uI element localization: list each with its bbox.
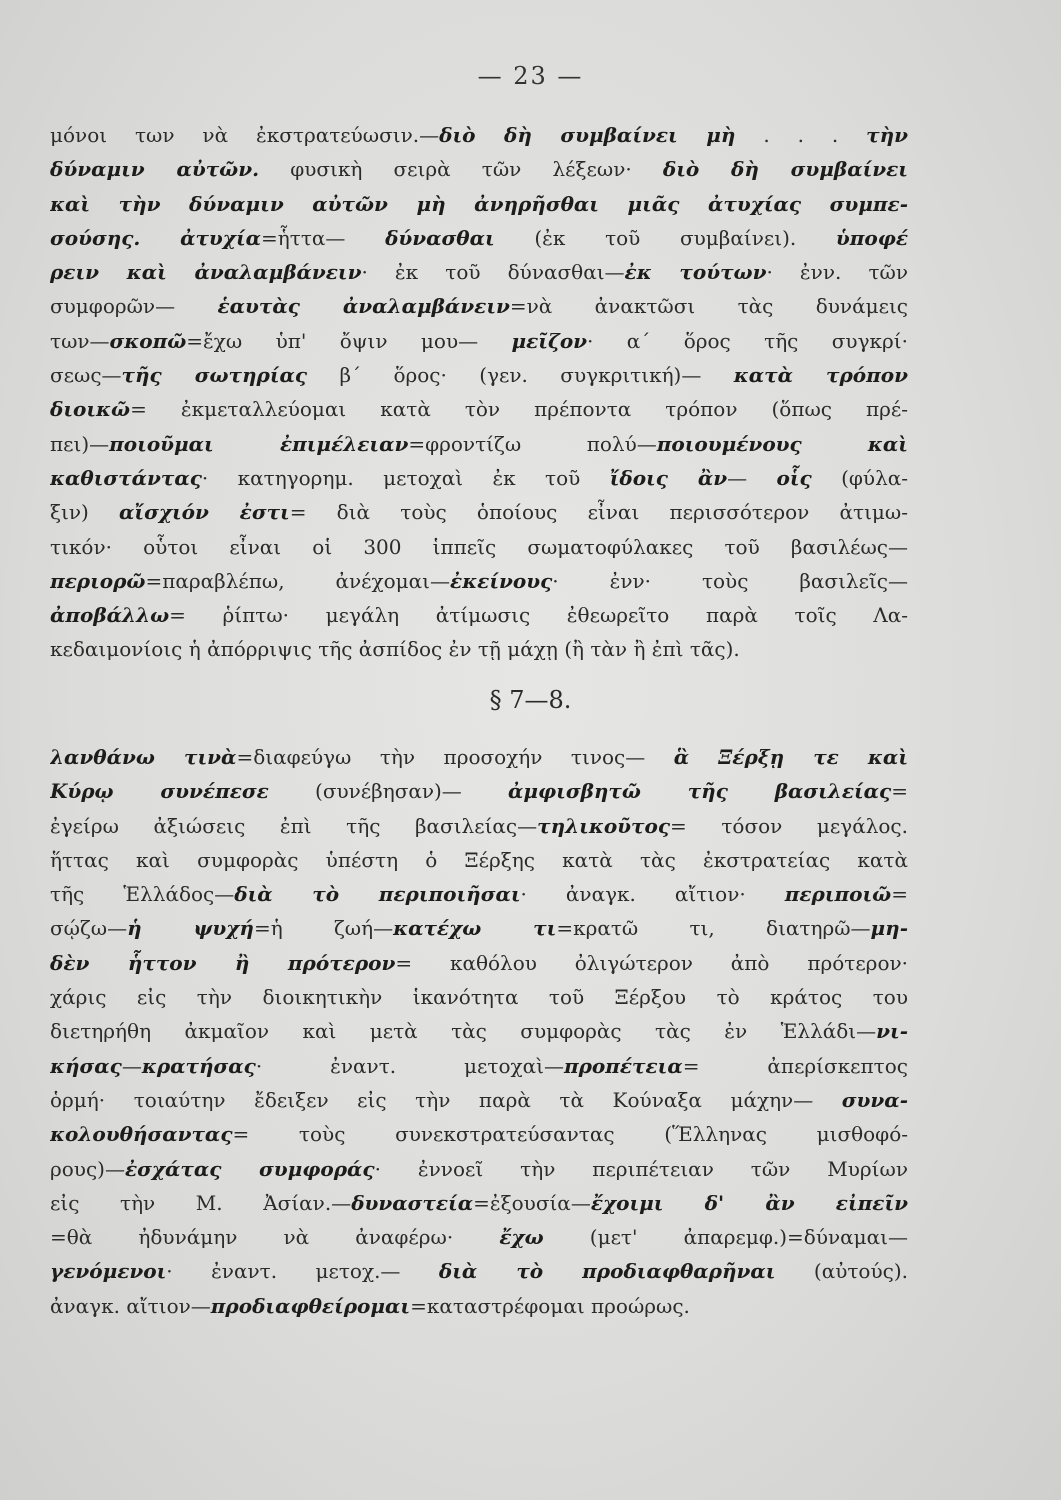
text-line [50, 1220, 908, 1254]
text-span: = τοὺς συνεκστρατεύσαντας (Ἕλληνας μισθοφό- [232, 1122, 908, 1147]
term-bold: ποιουμένους καὶ [656, 431, 908, 456]
text-span: =καταστρέφομαι προώρως. [410, 1293, 690, 1318]
term-bold: περιποιῶ [784, 882, 892, 907]
text-span: των— [50, 328, 110, 353]
text-span [140, 226, 180, 250]
page-number: — 23 — [477, 62, 584, 90]
text-span: =ἔχω ὑπ' ὄψιν μου— [186, 328, 512, 353]
text-span: ὁρμή· τοιαύτην ἔδειξεν εἰς τὴν παρὰ τὰ Κούναξα μάχην— [50, 1087, 842, 1112]
term-bold: ἔχοιμι δ' ἂν εἰπεῖν [590, 1190, 908, 1215]
text-line [50, 946, 908, 980]
text-span: · κατηγορημ. μετοχαὶ ἐκ τοῦ [201, 465, 610, 490]
text-span: ἥττας καὶ συμφορὰς ὑπέστη ὁ Ξέρξης κατὰ τὰς ἐκστρατείας κατὰ [50, 847, 908, 872]
text-span: = καθόλου ὀλιγώτερον ἀπὸ πρότερον· [395, 950, 908, 975]
text-line [50, 564, 908, 598]
text-span: · α΄ ὅρος τῆς συγκρί· [587, 328, 908, 353]
term-bold: μη- [870, 916, 908, 941]
text-line [50, 877, 908, 911]
text-span: = τόσον μεγάλος. [670, 813, 908, 838]
text-line [50, 1186, 908, 1220]
term-bold: περιορῶ [50, 568, 146, 593]
text-span: σῴζω— [50, 916, 128, 941]
text-span: · ἀναγκ. αἴτιον· [520, 882, 785, 907]
text-span: σεως— [50, 363, 122, 388]
term-bold: τὴν [866, 123, 908, 147]
text-line [50, 358, 908, 392]
term-bold: γενόμενοι [50, 1259, 167, 1284]
term-bold: ἀτυχία [180, 225, 262, 250]
term-bold: αἴσχιόν ἐστι [119, 500, 290, 525]
text-line [50, 1014, 908, 1048]
text-line [50, 1083, 908, 1117]
text-line [50, 187, 908, 221]
text-span: — [727, 465, 777, 490]
term-bold: τῆς σωτηρίας [121, 363, 308, 388]
text-line [50, 221, 908, 255]
term-bold: οἷς [776, 465, 812, 490]
text-span: · ἐνν· τοὺς βασιλεῖς— [552, 568, 908, 593]
text-line [50, 324, 908, 358]
term-bold: προπέτεια [563, 1053, 683, 1078]
text-line [50, 461, 908, 495]
text-line [50, 911, 908, 945]
text-line [50, 980, 908, 1014]
text-span: = διὰ τοὺς ὁποίους εἶναι περισσότερον ἀτιμω- [289, 500, 908, 525]
term-bold: κατέχω τι [393, 916, 557, 941]
text-span: = [891, 779, 908, 804]
text-span: β΄ ὅρος· (γεν. συγκριτική)— [307, 363, 734, 388]
term-bold: καθιστάντας [50, 465, 202, 490]
text-span: τικόν· οὗτοι εἶναι οἱ 300 ἱππεῖς σωματοφύλακες τοῦ βασιλέως— [50, 534, 908, 559]
text-span: ἐγείρω ἀξιώσεις ἐπὶ τῆς βασιλείας— [50, 813, 538, 838]
term-bold: ἐκ τούτων [624, 260, 767, 285]
text-span: =παραβλέπω, ἀνέχομαι— [145, 568, 451, 593]
text-span: διετηρήθη ἀκμαῖον καὶ μετὰ τὰς συμφορὰς τὰς ἐν Ἑλλάδι— [50, 1019, 877, 1044]
term-bold: σούσης. [50, 225, 141, 250]
term-bold: μεῖζον [511, 328, 588, 353]
term-bold: λανθάνω τινὰ [50, 745, 237, 769]
text-span: =ἧττα— [261, 225, 386, 250]
text-line [50, 255, 908, 289]
text-span: = ῥίπτω· μεγάλη ἀτίμωσις ἐθεωρεῖτο παρὰ τοῖς Λα- [169, 603, 908, 628]
term-bold: διὰ τὸ περιποιῆσαι [234, 882, 521, 907]
term-bold: καὶ τὴν δύναμιν αὐτῶν μὴ ἀνηρῆσθαι μιᾶς ἀτυχίας συμπε- [50, 191, 908, 216]
term-bold: ἀποβάλλω [50, 603, 170, 628]
text-line [50, 1152, 908, 1186]
text-line [50, 118, 908, 152]
text-span: ἀναγκ. αἴτιον— [50, 1293, 211, 1318]
term-bold: διὸ δὴ συμβαίνει μὴ [439, 123, 736, 147]
text-span: · ἐνν. τῶν [766, 260, 908, 285]
term-bold: ἀμφισβητῶ τῆς βασιλείας [508, 779, 892, 804]
text-line [50, 530, 908, 564]
term-bold: διὸ δὴ συμβαίνει [662, 157, 908, 182]
text-span: (συνέβησαν)— [268, 779, 509, 804]
text-span: · ἐκ τοῦ δύνασθαι— [361, 260, 625, 285]
text-span: πει)— [50, 431, 110, 456]
term-bold: νι- [876, 1019, 908, 1044]
text-line [50, 740, 908, 774]
text-span: μόνοι των νὰ ἐκστρατεύωσιν.— [50, 123, 440, 147]
text-line [50, 598, 908, 632]
text-span: = ἐκμεταλλεύομαι κατὰ τὸν πρέποντα τρόπον (ὅπως πρέ- [130, 397, 908, 422]
term-bold: ἃ Ξέρξῃ τε καὶ [673, 745, 908, 769]
text-span: · ἐναντ. μετοχ.— [166, 1259, 439, 1284]
text-span: συμφορῶν— [50, 294, 218, 319]
text-line [50, 1049, 908, 1083]
term-bold: Κύρῳ συνέπεσε [50, 779, 269, 804]
text-line [50, 427, 908, 461]
text-span: = [891, 882, 908, 907]
text-span: =ἡ ζωή— [253, 916, 394, 941]
text-span: · ἐννοεῖ τὴν περιπέτειαν τῶν Μυρίων [374, 1156, 908, 1181]
term-bold: κήσας [50, 1053, 122, 1078]
term-bold: ρειν καὶ ἀναλαμβάνειν [50, 260, 362, 285]
term-bold: συνα- [841, 1087, 908, 1112]
text-line [50, 843, 908, 877]
text-span: =κρατῶ τι, διατηρῶ— [556, 916, 871, 941]
term-bold: ἐκείνους [450, 568, 553, 593]
text-line [50, 1117, 908, 1151]
term-bold: δὲν ἧττον ἢ πρότερον [50, 950, 396, 975]
term-bold: διὰ τὸ προδιαφθαρῆναι [438, 1259, 776, 1284]
term-bold: κατὰ τρόπον [733, 363, 908, 388]
text-span: ρους)— [50, 1156, 125, 1181]
term-bold: δύνασθαι [385, 225, 495, 250]
term-bold: ἑαυτὰς ἀναλαμβάνειν [217, 294, 510, 319]
text-line [50, 152, 908, 186]
text-span: = ἀπερίσκεπτος [682, 1053, 908, 1078]
text-line [50, 1289, 908, 1323]
section-heading: § 7—8. [489, 686, 572, 714]
text-span: (μετ' ἀπαρεμφ.)=δύναμαι— [543, 1225, 908, 1250]
term-bold: διοικῶ [50, 397, 131, 422]
term-bold: ἔχω [499, 1225, 544, 1250]
term-bold: κρατήσας [141, 1053, 256, 1078]
term-bold: δυναστεία [351, 1190, 474, 1215]
text-span: εἰς τὴν Μ. Ἀσίαν.— [50, 1190, 352, 1215]
text-line [50, 632, 908, 666]
text-span: (φύλα- [811, 465, 908, 490]
term-bold: σκοπῶ [109, 328, 187, 353]
text-span: · ἐναντ. μετοχαὶ— [255, 1053, 564, 1078]
text-span: =θὰ ἠδυνάμην νὰ ἀναφέρω· [50, 1225, 500, 1250]
text-line [50, 392, 908, 426]
text-span: =ἐξουσία— [473, 1190, 591, 1215]
term-bold: ἐσχάτας συμφοράς [124, 1156, 375, 1181]
term-bold: ποιοῦμαι ἐπιμέλειαν [109, 431, 409, 456]
text-line [50, 1254, 908, 1288]
text-span: =νὰ ἀνακτῶσι τὰς δυνάμεις [509, 294, 908, 319]
text-span: (αὐτούς). [775, 1259, 908, 1284]
term-bold: ὑποφέ [835, 225, 908, 250]
text-span: — [121, 1053, 142, 1078]
text-span: τῆς Ἑλλάδος— [50, 882, 235, 907]
text-span: (ἐκ τοῦ συμβαίνει). [494, 225, 836, 250]
term-bold: ἴδοις ἂν [609, 465, 728, 490]
term-bold: τηλικοῦτος [537, 813, 671, 838]
paragraph-1 [50, 118, 908, 667]
text-span: χάρις εἰς τὴν διοικητικὴν ἱκανότητα τοῦ Ξέρξου τὸ κράτος του [50, 985, 908, 1010]
text-line [50, 495, 908, 529]
text-line [50, 774, 908, 808]
paragraph-2 [50, 740, 908, 1323]
term-bold: δύναμιν αὐτῶν. [50, 157, 260, 182]
text-span: φυσικὴ σειρὰ τῶν λέξεων· [259, 157, 663, 182]
term-bold: ἡ ψυχή [127, 916, 254, 941]
term-bold: προδιαφθείρομαι [210, 1293, 411, 1318]
text-span: =διαφεύγω τὴν προσοχήν τινος— [236, 745, 674, 769]
text-line [50, 289, 908, 323]
text-span: κεδαιμονίοις ἡ ἀπόρριψις τῆς ἀσπίδος ἐν τῇ μάχῃ (ἢ τὰν ἢ ἐπὶ τᾶς). [50, 637, 740, 662]
text-span: . . . [735, 123, 867, 147]
text-span: ξιν) [50, 500, 120, 525]
text-line [50, 809, 908, 843]
term-bold: κολουθήσαντας [50, 1122, 233, 1147]
text-span: =φροντίζω πολύ— [408, 431, 657, 456]
